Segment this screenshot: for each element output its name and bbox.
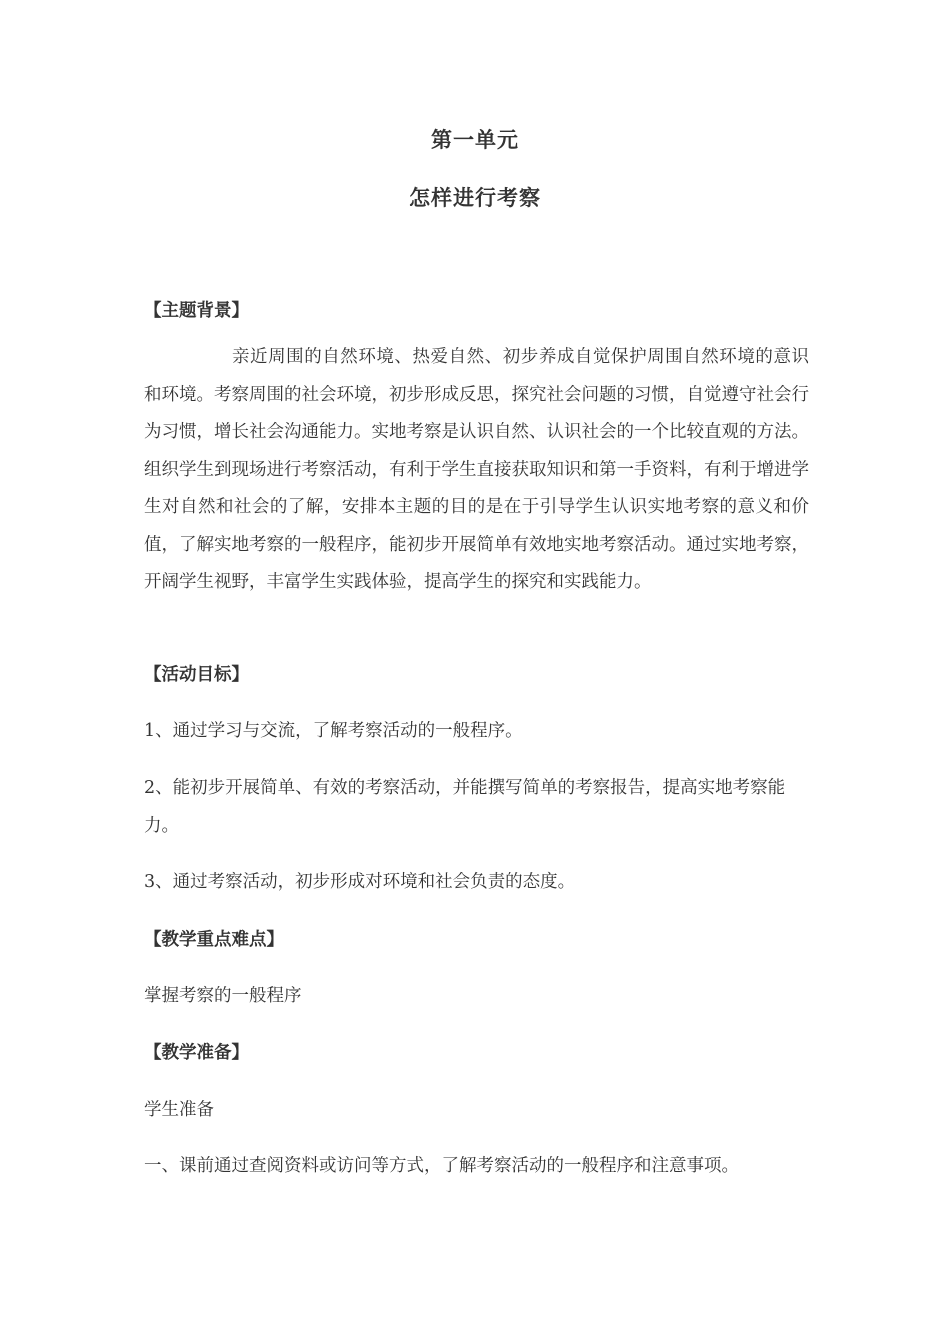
lesson-title: 怎样进行考察: [409, 186, 541, 210]
heading-key-points: 【教学重点难点】: [144, 930, 284, 950]
heading-preparation: 【教学准备】: [144, 1043, 249, 1063]
heading-activity-goals: 【活动目标】: [144, 665, 249, 685]
goal-item-3: 3、通过考察活动，初步形成对环境和社会负责的态度。: [144, 872, 576, 892]
unit-title: 第一单元: [431, 128, 519, 152]
heading-theme-background: 【主题背景】: [144, 301, 249, 321]
goal-item-2: 2、能初步开展简单、有效的考察活动，并能撰写简单的考察报告，提高实地考察能力。: [144, 778, 786, 836]
preparation-item-1: 一、课前通过查阅资料或访问等方式，了解考察活动的一般程序和注意事项。: [144, 1156, 739, 1176]
key-points-text: 掌握考察的一般程序: [144, 986, 302, 1006]
preparation-subheading: 学生准备: [144, 1100, 214, 1120]
theme-background-paragraph: [144, 339, 809, 602]
goal-item-1: 1、通过学习与交流，了解考察活动的一般程序。: [144, 721, 523, 741]
paragraph-text: 亲近周围的自然环境、热爱自然、初步养成自觉保护周围自然环境的意识和环境。考察周围的社会环境，初步形成反思，探究社会问题的习惯，自觉遵守社会行为习惯，增长社会沟通能力。实地考察是认识自然、认识社会的一个比较直观的方法。组织学生到现场进行考察活动，有利于学生直接获取知识和第一手资料，有利于增进学生对自然和社会的了解，安排本主题的目的是在于引导学生认识实地考察的意义和价值，了解实地考察的一般程序，能初步开展简单有效地实地考察活动。通过实地考察，开阔学生视野，丰富学生实践体验，提高学生的探究和实践能力。: [144, 347, 809, 592]
